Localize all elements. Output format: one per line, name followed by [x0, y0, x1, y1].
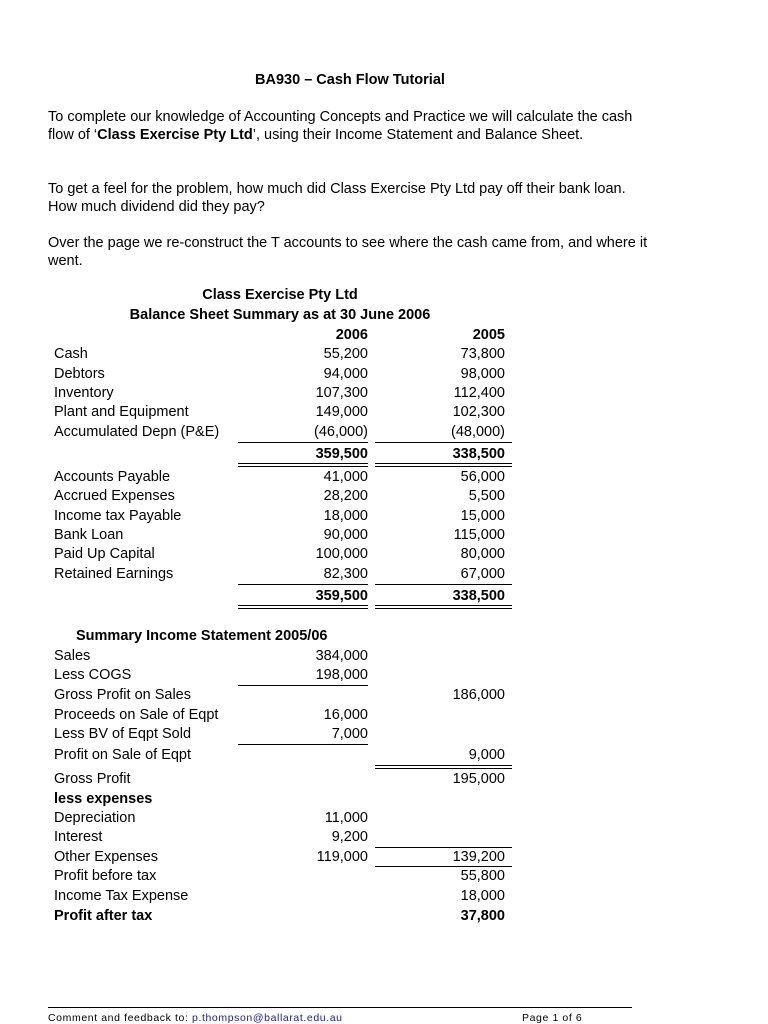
- value-2005: 102,300: [452, 404, 505, 420]
- row-label: Other Expenses: [54, 849, 158, 865]
- value-col2: 55,800: [460, 868, 505, 884]
- row-label: Debtors: [54, 366, 105, 382]
- subtotal-rule: [375, 584, 512, 585]
- value-2005: 15,000: [460, 508, 505, 524]
- footer-rule: [48, 1007, 632, 1008]
- double-rule: [238, 466, 368, 467]
- subtotal-rule: [375, 442, 512, 443]
- total-assets-2005: 338,500: [452, 446, 505, 462]
- row-label: Plant and Equipment: [54, 404, 189, 420]
- value-2005: 115,000: [453, 527, 505, 543]
- value-col1: 384,000: [315, 648, 368, 664]
- value-2006: (46,000): [313, 424, 368, 440]
- value-col2: 195,000: [452, 771, 505, 787]
- double-rule: [238, 605, 368, 606]
- double-rule: [375, 605, 512, 606]
- double-rule: [375, 466, 512, 467]
- value-2005: 73,800: [460, 346, 505, 362]
- row-label: Interest: [54, 829, 103, 845]
- balance-sheet-heading: Balance Sheet Summary as at 30 June 2006: [129, 307, 431, 323]
- balance-sheet-company: Class Exercise Pty Ltd: [202, 287, 358, 303]
- double-rule: [238, 608, 368, 609]
- row-label: Accumulated Depn (P&E): [54, 424, 220, 440]
- value-col2: 186,000: [452, 687, 505, 703]
- value-profit-after-tax: 37,800: [460, 908, 505, 924]
- subtotal-rule: [238, 685, 368, 686]
- row-label: Depreciation: [54, 810, 136, 826]
- total-liabilities-2006: 359,500: [315, 588, 368, 604]
- column-header-2005: 2005: [472, 327, 505, 343]
- value-2006: 28,200: [323, 488, 368, 504]
- value-col1: 119,000: [316, 849, 368, 865]
- row-label: Gross Profit on Sales: [54, 687, 191, 703]
- row-label-less-expenses: less expenses: [54, 791, 153, 807]
- value-2006: 149,000: [315, 404, 368, 420]
- row-label: Income tax Payable: [54, 508, 182, 524]
- value-col1: 198,000: [315, 667, 368, 683]
- row-label: Paid Up Capital: [54, 546, 155, 562]
- column-header-2006: 2006: [335, 327, 368, 343]
- double-rule: [375, 608, 512, 609]
- intro-paragraph-1: [48, 108, 648, 144]
- value-col1: 7,000: [331, 726, 368, 742]
- row-label: Income Tax Expense: [54, 888, 189, 904]
- intro-text: To complete our knowledge of Accounting Concepts and Practice we will calculate the cash flow of ‘: [48, 109, 633, 143]
- value-2006: 90,000: [323, 527, 368, 543]
- row-label: Retained Earnings: [54, 566, 174, 582]
- row-label: Sales: [54, 648, 91, 664]
- value-2005: 112,400: [453, 385, 505, 401]
- intro-text: ’, using their Income Statement and Balance Sheet.: [252, 127, 584, 143]
- company-name-bold: Class Exercise Pty Ltd: [97, 127, 253, 143]
- value-2006: 82,300: [323, 566, 368, 582]
- value-2005: (48,000): [450, 424, 505, 440]
- value-2006: 41,000: [323, 469, 368, 485]
- subtotal-rule: [375, 866, 512, 867]
- value-2006: 107,300: [315, 385, 368, 401]
- value-2006: 100,000: [315, 546, 368, 562]
- value-col1: 9,200: [331, 829, 368, 845]
- row-label: Accounts Payable: [54, 469, 171, 485]
- double-rule: [375, 768, 512, 769]
- value-2006: 94,000: [323, 366, 368, 382]
- total-liabilities-2005: 338,500: [452, 588, 505, 604]
- subtotal-rule: [238, 744, 368, 745]
- value-col2: 139,200: [452, 849, 505, 865]
- row-label: Cash: [54, 346, 88, 362]
- value-2005: 98,000: [460, 366, 505, 382]
- footer-page-number: Page 1 of 6: [522, 1012, 583, 1024]
- income-statement-heading: Summary Income Statement 2005/06: [76, 628, 328, 644]
- double-rule: [375, 765, 512, 766]
- subtotal-rule: [375, 847, 512, 848]
- value-2006: 55,200: [323, 346, 368, 362]
- value-col1: 11,000: [324, 810, 368, 826]
- intro-paragraph-2: To get a feel for the problem, how much did Class Exercise Pty Ltd pay off their bank loan. How much dividend did they pay?: [48, 181, 626, 215]
- subtotal-rule: [238, 442, 368, 443]
- value-2005: 67,000: [460, 566, 505, 582]
- value-2005: 5,500: [468, 488, 505, 504]
- document-title: BA930 – Cash Flow Tutorial: [255, 72, 445, 88]
- row-label: Accrued Expenses: [54, 488, 175, 504]
- value-2006: 18,000: [323, 508, 368, 524]
- intro-paragraph-3: Over the page we re-construct the T accounts to see where the cash came from, and where it went.: [48, 235, 648, 269]
- footer-comment: [48, 1012, 343, 1024]
- row-label: Inventory: [54, 385, 114, 401]
- row-label: Profit on Sale of Eqpt: [54, 747, 192, 763]
- footer-comment-label: Comment and feedback to:: [48, 1012, 192, 1024]
- total-assets-2006: 359,500: [315, 446, 368, 462]
- footer-email-link[interactable]: p.thompson@ballarat.edu.au: [192, 1012, 343, 1024]
- value-col1: 16,000: [323, 707, 368, 723]
- row-label: Less COGS: [54, 667, 132, 683]
- subtotal-rule: [238, 584, 368, 585]
- value-col2: 9,000: [468, 747, 505, 763]
- value-2005: 56,000: [460, 469, 505, 485]
- value-col2: 18,000: [460, 888, 505, 904]
- row-label: Bank Loan: [54, 527, 124, 543]
- double-rule: [375, 463, 512, 464]
- double-rule: [238, 463, 368, 464]
- row-label: Less BV of Eqpt Sold: [54, 726, 192, 742]
- row-label: Profit before tax: [54, 868, 157, 884]
- row-label-profit-after-tax: Profit after tax: [54, 908, 153, 924]
- row-label: Proceeds on Sale of Eqpt: [54, 707, 219, 723]
- value-2005: 80,000: [460, 546, 505, 562]
- row-label: Gross Profit: [54, 771, 131, 787]
